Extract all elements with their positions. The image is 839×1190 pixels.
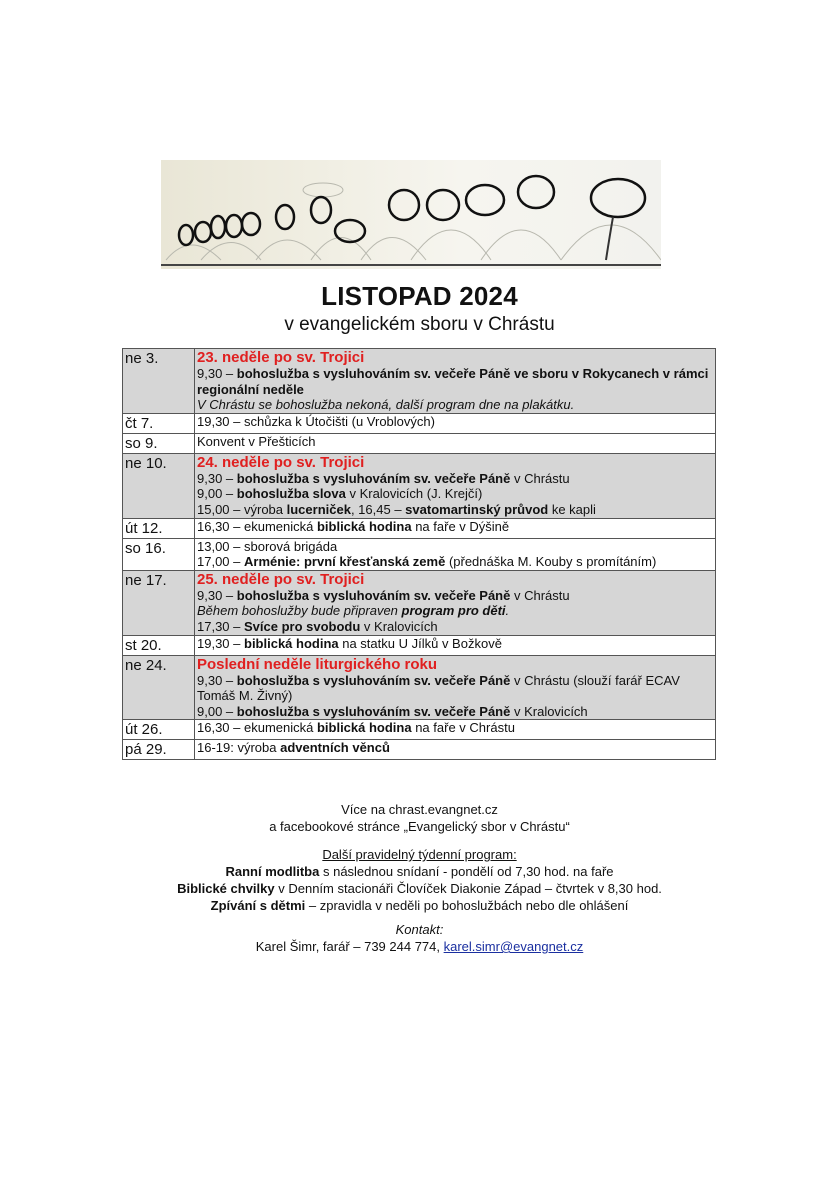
schedule-row [123, 433, 716, 453]
event-highlight: adventních věnců [280, 740, 390, 756]
schedule-events [195, 518, 716, 538]
event-highlight: bohoslužba s vysluhováním sv. večeře Páně ve sboru v Rokycanech v rámci regionální neděle [197, 366, 709, 397]
event-highlight: bohoslužba slova [236, 486, 346, 502]
schedule-row-sunday [123, 570, 716, 635]
event-line [197, 704, 713, 720]
event-text: 16,30 – ekumenická [197, 720, 317, 736]
schedule-day: ne 3. [123, 349, 195, 414]
page-subtitle: v evangelickém sboru v Chrástu [284, 314, 555, 335]
page-title: LISTOPAD 2024 [321, 281, 518, 311]
weekly-program-heading: Další pravidelný týdenní program: [322, 847, 517, 862]
event-highlight: svatomartinský průvod [405, 501, 549, 517]
event-text: na statku U Jílků v Božkově [338, 635, 502, 651]
schedule-day: čt 7. [123, 413, 195, 433]
event-highlight: bohoslužba s vysluhováním sv. večeře Páně [236, 587, 511, 603]
schedule-day: ne 17. [123, 570, 195, 635]
feast-title: Poslední neděle liturgického roku [197, 655, 438, 673]
weekly-item-text: s následnou snídaní - pondělí od 7,30 hod. na faře [319, 864, 614, 879]
weekly-item-text: – zpravidla v neděli po bohoslužbách nebo dle ohlášení [305, 898, 629, 913]
schedule-events [195, 635, 716, 655]
schedule-events [195, 740, 716, 760]
event-text: 16,30 – ekumenická [197, 518, 317, 534]
event-text: na faře v Chrástu [411, 720, 515, 736]
drawing-of-faces-icon [161, 160, 661, 269]
event-text: ke kapli [548, 501, 596, 517]
event-text: Konvent v Přešticích [197, 433, 316, 449]
event-highlight: bohoslužba s vysluhováním sv. večeře Páně [236, 470, 511, 486]
contact-email-link[interactable]: karel.simr@evangnet.cz [443, 939, 584, 954]
event-highlight: biblická hodina [316, 518, 412, 534]
event-text: v Chrástu [510, 587, 570, 603]
event-line [197, 414, 713, 430]
event-highlight: biblická hodina [244, 635, 339, 651]
weekly-item-title: Ranní modlitba [225, 864, 320, 879]
schedule-events [195, 655, 716, 720]
schedule-row-sunday [123, 655, 716, 720]
event-text: 16-19: výroba [197, 740, 281, 756]
event-line [197, 636, 713, 652]
event-text: v Kralovicích (J. Krejčí) [345, 486, 483, 502]
event-line [197, 720, 713, 736]
event-highlight: biblická hodina [316, 720, 412, 736]
event-line [197, 434, 713, 450]
schedule-day: ne 24. [123, 655, 195, 720]
header-illustration [161, 160, 661, 269]
event-text: 15,00 – výroba [197, 501, 287, 517]
event-line [197, 619, 713, 635]
schedule-events [195, 453, 716, 518]
contact-line [0, 938, 839, 955]
event-line [197, 673, 713, 704]
event-line [197, 502, 713, 518]
schedule-row-sunday [123, 349, 716, 414]
weekly-item-text: v Denním stacionáři Človíček Diakonie Západ – čtvrtek v 8,30 hod. [274, 881, 662, 896]
event-highlight: bohoslužba s vysluhováním sv. večeře Páně [236, 672, 511, 688]
schedule-row [123, 720, 716, 740]
event-text: V Chrástu se bohoslužba nekoná, další program dne na plakátku. [197, 397, 575, 413]
event-text: 19,30 – schůzka k Útočišti (u Vroblových) [197, 413, 435, 429]
event-highlight: Arménie: první křesťanská země [244, 554, 446, 570]
schedule-day: pá 29. [123, 740, 195, 760]
event-line [197, 486, 713, 502]
contact-heading: Kontakt: [395, 922, 444, 937]
event-text: 9,30 – [197, 672, 237, 688]
event-text: . [505, 603, 510, 619]
event-line [197, 603, 713, 619]
event-line [197, 588, 713, 604]
schedule-day: ne 10. [123, 453, 195, 518]
event-line [197, 471, 713, 487]
weekly-item [0, 863, 839, 880]
event-highlight: bohoslužba s vysluhováním sv. večeře Páně [236, 703, 511, 719]
schedule-events [195, 538, 716, 570]
event-line [197, 397, 713, 413]
schedule-day: st 20. [123, 635, 195, 655]
event-line [197, 366, 713, 397]
feast-title: 25. neděle po sv. Trojici [197, 570, 365, 588]
weekly-item [0, 897, 839, 914]
more-info-line-1: Více na chrast.evangnet.cz [341, 802, 498, 817]
schedule-day: so 16. [123, 538, 195, 570]
event-line [197, 740, 713, 756]
contact [0, 921, 839, 955]
schedule-day: út 26. [123, 720, 195, 740]
event-text: 13,00 – sborová brigáda [197, 538, 338, 554]
event-line [197, 519, 713, 535]
schedule-body [123, 349, 716, 760]
weekly-program [0, 846, 839, 914]
more-info [0, 801, 839, 835]
schedule-events [195, 413, 716, 433]
contact-text: Karel Šimr, farář – 739 244 774, [255, 939, 444, 954]
schedule-day: út 12. [123, 518, 195, 538]
event-text: v Chrástu [510, 470, 570, 486]
event-text: 17,00 – [197, 554, 244, 570]
schedule-events [195, 570, 716, 635]
event-text: 9,00 – [197, 486, 237, 502]
event-highlight: Svíce pro svobodu [244, 618, 361, 634]
event-line [197, 539, 713, 555]
schedule-row-sunday [123, 453, 716, 518]
schedule-row [123, 538, 716, 570]
event-text: v Kralovicích [510, 703, 588, 719]
more-info-line-2: a facebookové stránce „Evangelický sbor v Chrástu“ [269, 819, 570, 834]
event-text: Během bohoslužby bude připraven [197, 603, 402, 619]
event-text: (přednáška M. Kouby s promítáním) [445, 554, 657, 570]
weekly-item [0, 880, 839, 897]
schedule-table [122, 348, 716, 760]
schedule-events [195, 720, 716, 740]
weekly-item-title: Biblické chvilky [177, 881, 275, 896]
schedule-row [123, 518, 716, 538]
event-line [197, 554, 713, 570]
schedule-events [195, 433, 716, 453]
event-text: 9,30 – [197, 587, 237, 603]
event-text: na faře v Dýšině [411, 518, 510, 534]
event-text: 9,30 – [197, 366, 237, 381]
event-text: v Kralovicích [360, 618, 438, 634]
schedule-day: so 9. [123, 433, 195, 453]
feast-title: 23. neděle po sv. Trojici [197, 349, 365, 366]
schedule-events [195, 349, 716, 414]
schedule-row [123, 740, 716, 760]
schedule-row [123, 635, 716, 655]
feast-title: 24. neděle po sv. Trojici [197, 453, 365, 471]
event-text: 9,30 – [197, 470, 237, 486]
event-text: v Chrástu (slouží farář ECAV Tomáš M. Živný) [197, 672, 680, 704]
event-highlight: program pro děti [401, 603, 506, 619]
event-highlight: lucerniček [286, 501, 351, 517]
event-text: , 16,45 – [350, 501, 406, 517]
event-text: 17,30 – [197, 618, 244, 634]
weekly-item-title: Zpívání s dětmi [210, 898, 306, 913]
event-text: 9,00 – [197, 703, 237, 719]
schedule-row [123, 413, 716, 433]
event-text: 19,30 – [197, 635, 244, 651]
